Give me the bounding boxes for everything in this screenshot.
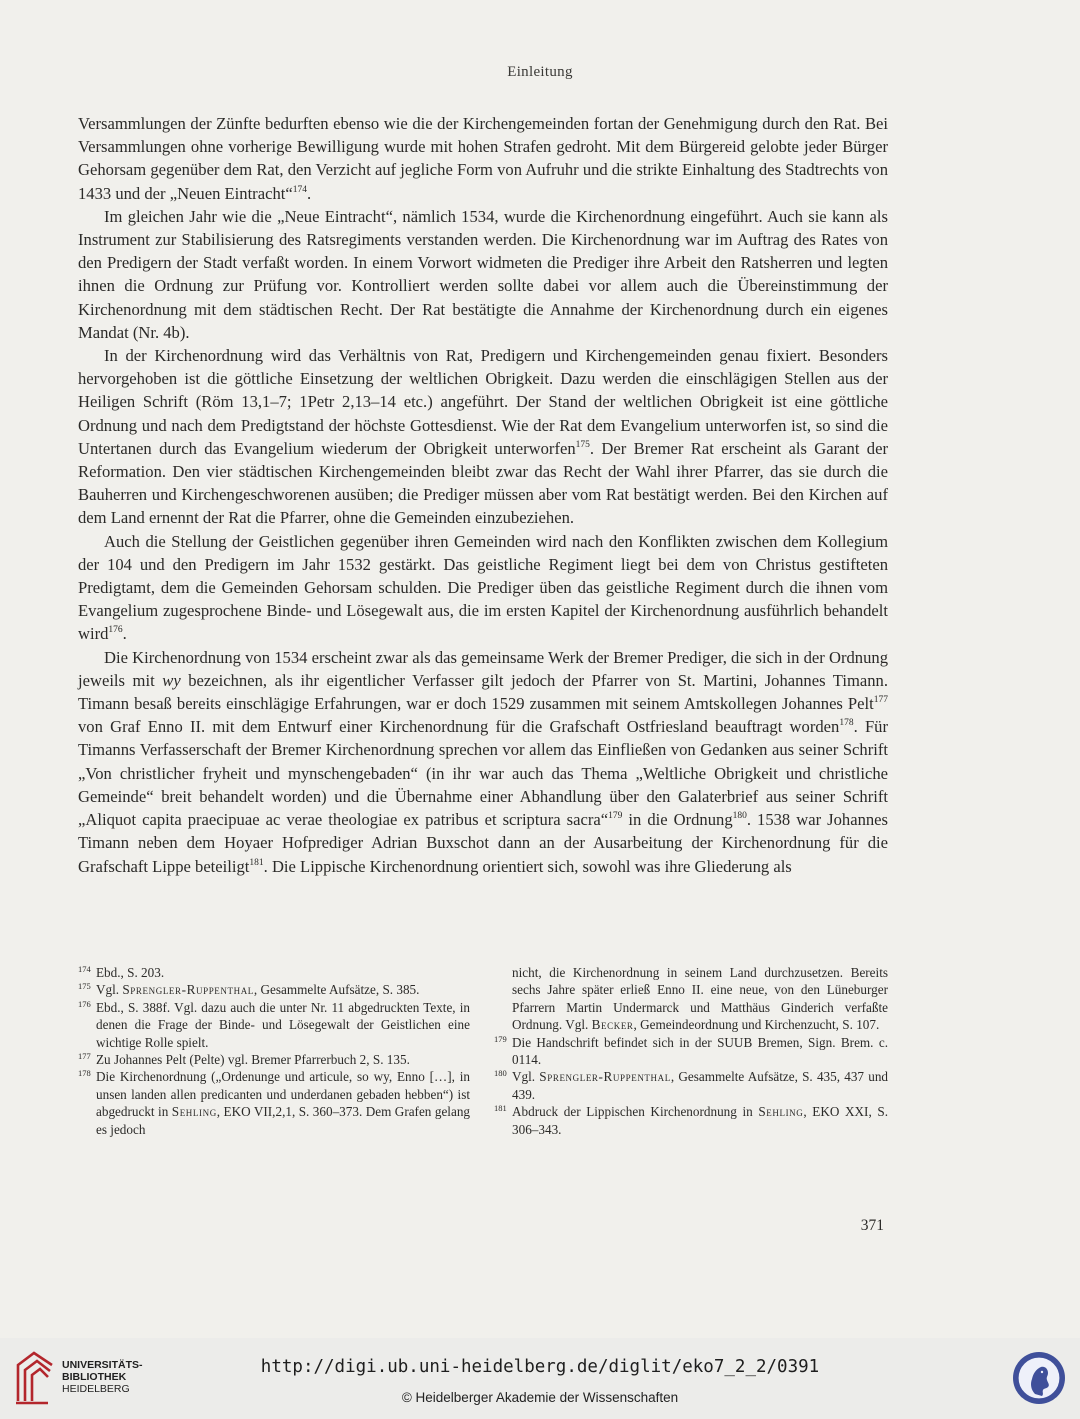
- text-run: bezeichnen, als ihr eigentlicher Verfasser gilt jedoch der Pfarrer von St. Martini, Johannes Timann. Timann besaß bereits einschlägige Erfahrungen, war er doch 1529 zusammen mit seinem Amtskollegen Johannes Pelt: [78, 670, 888, 714]
- text-run: .: [306, 183, 312, 203]
- page-number: 371: [860, 1217, 884, 1234]
- paragraph-1: [78, 112, 888, 205]
- paragraph-3: [78, 344, 888, 530]
- footnote-ref-181[interactable]: 181: [249, 857, 264, 868]
- footnote-ref-176[interactable]: 176: [108, 625, 123, 636]
- running-head: Einleitung: [507, 64, 573, 80]
- footnote-178-continued: [494, 964, 888, 1034]
- text-run: In der Kirchenordnung wird das Verhältnis von Rat, Predigern und Kirchengemeinden genau fixiert. Besonders hervorgehoben ist die göttliche Einsetzung der weltlichen Obrigkeit. Dazu werden die einschlägigen Stellen aus der Heiligen Schrift (Röm 13,1–7; 1Petr 2,13–14 etc.) angeführt. Der Stand der weltlichen Obrigkeit ist eine göttliche Ordnung und nach dem Predigtstand der höchste Gottesdienst. Wie der Rat dem Evangelium unterworfen ist, so sind die Untertanen durch das Evangelium wiederum der Obrigkeit unterworfen: [78, 346, 888, 458]
- footnote-176: 176 Ebd., S. 388f. Vgl. dazu auch die unter Nr. 11 abgedruckten Texte, in denen die Frage der Binde- und Lösegewalt der Geistlichen eine wichtige Rolle spielt.: [78, 998, 470, 1050]
- footnote-177: 177 Zu Johannes Pelt (Pelte) vgl. Bremer Pfarrerbuch 2, S. 135.: [78, 1051, 410, 1068]
- footnote-ref-174[interactable]: 174: [292, 184, 307, 195]
- author-name: Sehling: [758, 1104, 804, 1120]
- text-run: Auch die Stellung der Geistlichen gegenüber ihren Gemeinden wird nach den Konflikten zwischen dem Kollegium der 104 und den Predigern im Jahr 1532 gestärkt. Das geistliche Regiment liegt bei dem von Christus gestifteten Predigtamt, dem die Gemeinden Gehorsam schulden. Die Prediger üben das geistliche Regiment durch die ihnen vom Evangelium zugesprochene Binde- und Lösegewalt aus, die im ersten Kapitel der Kirchenordnung ausführlich behandelt wird: [78, 531, 888, 644]
- footnote-text: Ebd., S. 203.: [96, 965, 165, 980]
- footnote-ref-178[interactable]: 178: [839, 718, 854, 729]
- viewer-footer: [0, 1338, 1080, 1419]
- paragraph-5: [78, 646, 888, 878]
- footnote-text: , Gesammelte Aufsätze, S. 385.: [253, 982, 420, 998]
- text-run: Die Kirchenordnung von 1534 erscheint zwar als das gemeinsame Werk der Bremer Prediger, die sich in der Ordnung jeweils mit: [78, 647, 888, 690]
- footnote-ref-175[interactable]: 175: [575, 439, 590, 450]
- footnote-179: 179 Die Handschrift befindet sich in der SUUB Bremen, Sign. Brem. c. 0114.: [494, 1033, 888, 1068]
- library-name-line: BIBLIOTHEK: [62, 1371, 127, 1383]
- footnote-text: Abdruck der Lippischen Kirchenordnung in: [512, 1104, 759, 1120]
- text-run: . Für Timanns Verfasserschaft der Bremer Kirchenordnung sprechen vor allem das Einfließen von Gedanken aus seiner Schrift „Von christlicher fryheit und mynschengebaden“ (in ihr war auch das Thema „Weltliche Obrigkeit und christliche Gemeinde“ breit behandelt worden) und die Übernahme einer Abhandlung über den Galaterbrief aus seiner Schrift „Aliquot capita praecipuae ac verae theologiae ex patribus et scriptura sacra“: [78, 717, 888, 830]
- permalink-url[interactable]: http://digi.ub.uni-heidelberg.de/diglit/eko7_2_2/0391: [260, 1357, 820, 1377]
- footnote-text: Die Kirchenordnung („Ordenunge und articule, so wy, Enno […], in unsen landen allen predicanten und underdanen gebaden hebben“) ist abgedruckt in: [96, 1069, 470, 1120]
- footnote-180: 180 Vgl. Sprengler-Ruppenthal, Gesammelte Aufsätze, S. 435, 437 und 439.: [494, 1068, 889, 1102]
- main-text: [78, 112, 888, 878]
- footnote-text: Die Handschrift befindet sich in der SUUB Bremen, Sign. Brem. c. 0114.: [512, 1034, 888, 1068]
- library-name-line: HEIDELBERG: [62, 1383, 130, 1395]
- footnote-text: Vgl.: [512, 1069, 540, 1085]
- footnote-178: 178 Die Kirchenordnung („Ordenunge und articule, so wy, Enno […], in unsen landen allen predicanten und underdanen gebaden hebben“) ist abgedruckt in Sehling, EKO VII,2,1, S. 360–373. Dem Grafen gelang es jedoch: [78, 1068, 471, 1137]
- footnote-text: nicht, die Kirchenordnung in seinem Land durchzusetzen. Bereits sechs Jahre später erließ Enno II. eine neue, von den Lüneburger Pfarrern Martin Undermarck und Matthäus Ginderich verfaßte Ordnung. Vgl.: [512, 965, 888, 1033]
- italic-term: wy: [162, 670, 181, 690]
- footnote-ref-179[interactable]: 179: [608, 811, 623, 822]
- text-run: Im gleichen Jahr wie die „Neue Eintracht“, nämlich 1534, wurde die Kirchenordnung eingeführt. Auch sie kann als Instrument zur Stabilisierung des Ratsregiments verstanden werden. Die Kirchenordnung war im Auftrag des Rates von den Predigern der Stadt verfaßt worden. In einem Vorwort widmeten die Prediger ihre Arbeit den Ratsherren und legten ihnen die Ordnung zur Prüfung vor. Kontrolliert werden sollte dabei vor allem auch die Übereinstimmung der Kirchenordnung mit dem städtischen Recht. Der Rat bestätigte die Annahme der Kirchenordnung durch ein eigenes Mandat (Nr. 4b).: [78, 206, 888, 342]
- author-name: Sprengler-Ruppenthal: [539, 1069, 671, 1085]
- author-name: Sprengler-Ruppenthal: [122, 982, 254, 998]
- copyright-notice: © Heidelberger Akademie der Wissenschaften: [401, 1390, 679, 1405]
- author-name: Sehling: [171, 1104, 217, 1120]
- footnote-text: , Gesammelte Aufsätze, S. 435, 437 und 439.: [512, 1069, 889, 1102]
- text-run: . 1538 war Johannes Timann neben dem Hoyaer Hofprediger Adrian Buxschot dann an der Ausarbeitung der Kirchenordnung für die Grafschaft Lippe beteiligt: [78, 810, 888, 876]
- text-run: . Die Lippische Kirchenordnung orientiert sich, sowohl was ihre Gliederung als: [263, 856, 792, 876]
- text-run: .: [122, 624, 127, 644]
- footnote-text: Ebd., S. 388f. Vgl. dazu auch die unter Nr. 11 abgedruckten Texte, in denen die Frage der Binde- und Lösegewalt der Geistlichen eine wichtige Rolle spielt.: [96, 999, 470, 1050]
- footnote-175: 175 Vgl. Sprengler-Ruppenthal, Gesammelte Aufsätze, S. 385.: [78, 981, 420, 998]
- footnote-181: 181 Abdruck der Lippischen Kirchenordnung in Sehling, EKO XXI, S. 306–343.: [494, 1103, 888, 1137]
- footnote-text: , EKO VII,2,1, S. 360–373. Dem Grafen gelang es jedoch: [96, 1104, 471, 1137]
- text-run: in die Ordnung: [622, 810, 733, 830]
- footnotes-right-column: [494, 964, 888, 1138]
- author-name: Becker: [591, 1017, 634, 1033]
- footnote-text: , Gemeindeordnung und Kirchenzucht, S. 107.: [633, 1017, 880, 1033]
- academy-seal-icon: [1011, 1350, 1067, 1406]
- footnotes-left-column: [78, 964, 470, 1138]
- library-name-line: UNIVERSITÄTS-: [62, 1359, 143, 1371]
- paragraph-2: [78, 205, 888, 344]
- text-run: von Graf Enno II. mit dem Entwurf einer Kirchenordnung für die Grafschaft Ostfriesland beauftragt worden: [78, 717, 840, 737]
- footnote-ref-180[interactable]: 180: [732, 811, 747, 822]
- footnote-174: 174 Ebd., S. 203.: [78, 964, 165, 980]
- text-run: Versammlungen der Zünfte bedurften ebenso wie die der Kirchengemeinden fortan der Genehmigung durch den Rat. Bei Versammlungen ohne vorherige Bewilligung wurde mit hohen Strafen gedroht. Mit dem Bürgereid gelobte jeder Bürger Gehorsam gegenüber dem Rat, den Verzicht auf jegliche Form von Aufruhr und die strikte Einhaltung des Stadtrechts von 1433 und der „Neuen Eintracht“: [78, 114, 888, 203]
- footnote-ref-177[interactable]: 177: [873, 695, 888, 706]
- footnote-text: Vgl.: [96, 982, 123, 998]
- text-run: . Der Bremer Rat erscheint als Garant der Reformation. Den vier städtischen Kirchengemeinden bleibt zwar das Recht der Wahl ihrer Pfarrer, das sie durch die Bauherren und Kirchengeschworenen ausüben; die Prediger müssen aber vom Rat bestätigt werden. Bei den Kirchen auf dem Land ernennt der Rat die Pfarrer, ohne die Gemeinden einzubeziehen.: [78, 438, 888, 528]
- footnote-text: , EKO XXI, S. 306–343.: [512, 1104, 888, 1137]
- paragraph-4: [78, 530, 888, 646]
- footnote-text: Zu Johannes Pelt (Pelte) vgl. Bremer Pfarrerbuch 2, S. 135.: [96, 1052, 410, 1068]
